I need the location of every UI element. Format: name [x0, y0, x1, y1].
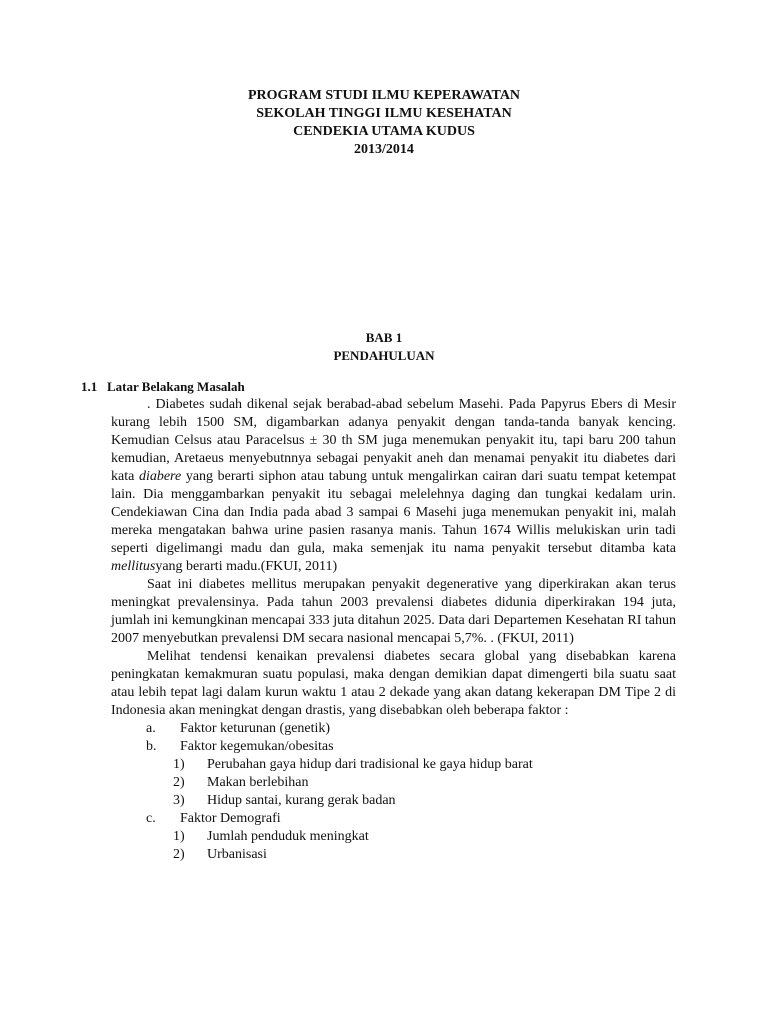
paragraph-text: yang berarti siphon atau tabung untuk mengalirkan cairan dari suatu tempat ketempat lain. Dia menggambarkan penyakit itu sebagai melelehnya daging dan tungkai kedalam urin. Cendekiawan Cina dan India pada abad 3 sampai 6 Masehi juga menemukan penyakit ini, malah mereka mengatakan bahwa urine pasien rasanya manis. Tahun 1674 Willis melukiskan urin tadi seperti digelimangi madu dan gula, maka semenjak itu nama penyakit tersebut ditamba kata	[111, 469, 676, 556]
paragraph-prevalence: Saat ini diabetes mellitus merupakan penyakit degenerative yang diperkirakan akan terus meningkat prevalensinya. Pada tahun 2003 prevalensi diabetes didunia diperkirakan 194 juta, jumlah ini kemungkinan mencapai 333 juta ditahun 2025. Data dari Departemen Kesehatan RI tahun 2007 menyebutkan prevalensi DM secara nasional mencapai 5,7%. . (FKUI, 2011)	[111, 577, 676, 646]
list-marker: 1)	[173, 829, 185, 844]
paragraph-factors-intro: Melihat tendensi kenaikan prevalensi diabetes secara global yang disebabkan karena peningkatan kemakmuran suatu populasi, maka dengan demikian dapat dimengerti bila suatu saat atau lebih tepat lagi dalam kurun waktu 1 atau 2 dekade yang akan datang kekerapan DM Tipe 2 di Indonesia akan meningkat dengan drastis, yang disebabkan oleh beberapa faktor :	[111, 649, 676, 718]
italic-term: mellitus	[111, 559, 156, 574]
list-item	[111, 720, 676, 738]
list-item-label: Jumlah penduduk meningkat	[207, 829, 369, 844]
body-text	[111, 396, 676, 864]
paragraph-history	[111, 396, 676, 576]
list-item-label: Faktor keturunan (genetik)	[180, 721, 331, 736]
chapter-title: PENDAHULUAN	[333, 348, 435, 363]
list-item	[111, 810, 676, 828]
list-item-label: Perubahan gaya hidup dari tradisional ke gaya hidup barat	[207, 757, 533, 772]
list-marker: c.	[146, 811, 156, 826]
section-heading	[81, 379, 245, 395]
header-school: SEKOLAH TINGGI ILMU KESEHATAN	[256, 106, 512, 121]
list-item	[111, 756, 676, 774]
paragraph-text: yang berarti madu.(FKUI, 2011)	[155, 559, 338, 574]
list-item-label: Makan berlebihan	[207, 775, 309, 790]
list-item-label: Hidup santai, kurang gerak badan	[207, 793, 396, 808]
list-marker: 2)	[173, 847, 185, 862]
list-marker: a.	[146, 721, 156, 736]
list-marker: 3)	[173, 793, 185, 808]
list-item	[111, 792, 676, 810]
paragraph-text: . Diabetes sudah dikenal sejak berabad-abad sebelum Masehi. Pada Papyrus Ebers di Mesir kurang lebih 1500 SM, digambarkan adanya penyakit dengan tanda-tanda banyak kencing. Kemudian Celsus atau Paracelsus ± 30 th SM juga menemukan penyakit itu, tapi baru 200 tahun kemudian, Aretaeus menyebutnnya sebagai penyakit aneh dan menamai penyakit itu diabetes dari kata	[111, 397, 676, 484]
list-item	[111, 846, 676, 864]
chapter-heading	[0, 329, 768, 365]
header-year: 2013/2014	[354, 142, 414, 157]
list-marker: 2)	[173, 775, 185, 790]
list-item-label: Faktor Demografi	[180, 811, 281, 826]
factor-list	[111, 720, 676, 864]
institution-header	[0, 87, 768, 159]
header-campus: CENDEKIA UTAMA KUDUS	[293, 124, 475, 139]
list-marker: b.	[146, 739, 157, 754]
italic-term: diabere	[138, 469, 182, 484]
chapter-number: BAB 1	[365, 330, 403, 345]
list-item-label: Faktor kegemukan/obesitas	[180, 739, 334, 754]
section-number: 1.1	[81, 379, 98, 394]
list-item	[111, 738, 676, 756]
list-marker: 1)	[173, 757, 185, 772]
list-item	[111, 774, 676, 792]
list-item-label: Urbanisasi	[207, 847, 267, 862]
header-program: PROGRAM STUDI ILMU KEPERAWATAN	[247, 88, 521, 103]
section-title: Latar Belakang Masalah	[107, 379, 245, 394]
list-item	[111, 828, 676, 846]
